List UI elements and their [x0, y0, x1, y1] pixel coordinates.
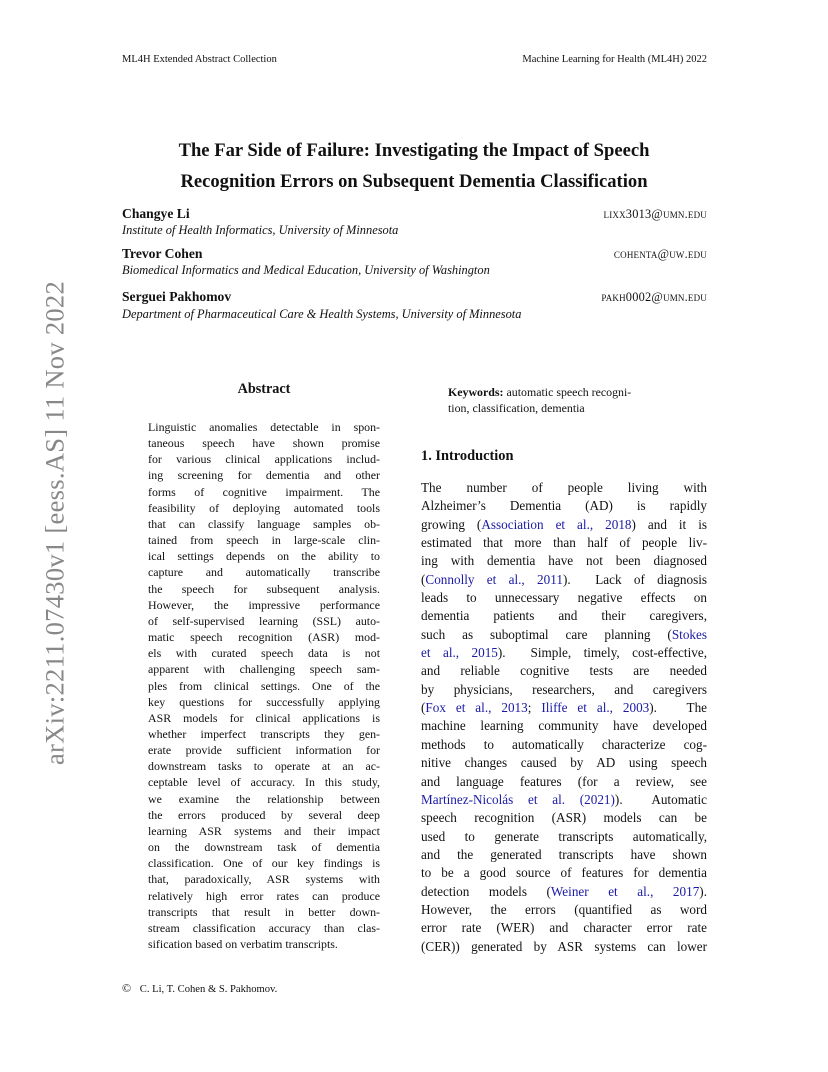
author-email-1[interactable]: lixx3013@umn.edu: [603, 207, 707, 221]
intro-text: by physicians, researchers, and caregivers: [421, 681, 707, 697]
abstract-heading: Abstract: [237, 381, 291, 397]
intro-text: (CER)) generated by ASR systems can lower: [421, 938, 707, 954]
copyright-footer: [122, 981, 277, 996]
abstract-line: ples from clinical settings. One of the: [148, 678, 380, 693]
introduction-line: [421, 717, 707, 735]
author-affiliation-3: Department of Pharmaceutical Care & Health Systems, University of Minnesota: [122, 307, 522, 321]
intro-text: used to generate transcripts automatically,: [421, 828, 707, 844]
introduction-body: [421, 479, 707, 956]
author-affiliation-2: Biomedical Informatics and Medical Education, University of Washington: [122, 263, 490, 277]
intro-text: ).: [699, 883, 707, 899]
intro-text: detection models (: [421, 883, 551, 899]
introduction-line: [421, 662, 707, 680]
introduction-heading: 1. Introduction: [421, 448, 514, 464]
author-email-3[interactable]: pakh0002@umn.edu: [601, 290, 707, 304]
introduction-line: [421, 534, 707, 552]
intro-text: ing with dementia have not been diagnosed: [421, 553, 707, 569]
introduction-line: [421, 809, 707, 827]
intro-text: to be a good source of features for dementia: [421, 865, 707, 881]
citation-link[interactable]: Connolly et al., 2011: [425, 571, 563, 587]
intro-text: However, the errors (quantified as word: [421, 901, 707, 917]
abstract-line: downstream tasks to operate at an ac-: [148, 759, 380, 774]
abstract-line: stream classification accuracy than clas-: [148, 920, 380, 935]
abstract-line: However, the impressive performance: [148, 597, 380, 612]
citation-link[interactable]: Fox et al., 2013: [425, 700, 528, 716]
abstract-line: sification based on verbatim transcripts.: [148, 937, 338, 951]
copyright-text: C. Li, T. Cohen & S. Pakhomov.: [139, 984, 278, 995]
arxiv-identifier-stamp: arXiv:2211.07430v1 [eess.AS] 11 Nov 2022: [39, 280, 70, 766]
abstract-line: els with curated speech data is not: [148, 646, 380, 661]
introduction-line: [421, 497, 707, 515]
intro-text: and the generated transcripts have shown: [421, 846, 707, 862]
keywords-block: [448, 384, 680, 416]
introduction-line: [421, 589, 707, 607]
abstract-line: apparent with challenging speech sam-: [148, 662, 380, 677]
abstract-line: feasibility of deploying automated tools: [148, 500, 380, 515]
intro-text: dementia patients and their caregivers,: [421, 608, 707, 624]
abstract-line: Linguistic anomalies detectable in spon-: [148, 420, 380, 434]
abstract-line: capture and automatically transcribe: [148, 565, 380, 580]
introduction-line: [421, 516, 707, 534]
intro-text: estimated that more than half of people liv-: [421, 535, 707, 551]
citation-link[interactable]: Iliffe et al., 2003: [541, 700, 650, 716]
keywords-line-2: tion, classification, dementia: [448, 401, 585, 416]
abstract-line: ASR models for clinical applications is: [148, 710, 380, 725]
author-email-2[interactable]: cohenta@uw.edu: [613, 247, 707, 261]
intro-text: ). Simple, timely, cost-effective,: [497, 645, 707, 661]
intro-text: ). The: [649, 700, 708, 716]
introduction-line: [421, 626, 707, 644]
introduction-line: [421, 938, 707, 956]
running-header-left: ML4H Extended Abstract Collection: [122, 54, 277, 65]
intro-text: ;: [527, 700, 542, 716]
abstract-line: on the downstream task of dementia: [148, 840, 380, 855]
abstract-line: whether imperfect transcripts they gen-: [148, 726, 380, 741]
keywords-line-1: automatic speech recogni-: [506, 385, 632, 399]
intro-text: error rate (WER) and character error rate: [421, 920, 707, 936]
intro-text: methods to automatically characterize cog-: [421, 736, 707, 752]
keywords-label: Keywords:: [448, 385, 504, 399]
intro-text: The number of people living with: [421, 480, 707, 495]
title-line-1: The Far Side of Failure: Investigating the Impact of Speech: [178, 140, 650, 161]
intro-text: (: [421, 571, 426, 587]
introduction-line: [421, 791, 707, 809]
abstract-line: erate provide sufficient information for: [148, 743, 380, 758]
abstract-line: taneous speech have shown promise: [148, 436, 380, 451]
intro-text: growing (: [421, 516, 482, 532]
abstract-line: matic speech recognition (ASR) mod-: [148, 630, 380, 645]
introduction-line: [421, 607, 707, 625]
author-name-2: Trevor Cohen: [122, 246, 203, 261]
abstract-line: that can classify language samples ob-: [148, 516, 380, 531]
abstract-line: transcripts that result in better down-: [148, 904, 380, 919]
intro-text: machine learning community have developed: [421, 718, 707, 734]
introduction-line: [421, 773, 707, 791]
intro-text: such as suboptimal care planning (: [421, 626, 672, 642]
citation-link[interactable]: Stokes: [671, 626, 707, 642]
paper-title: [100, 135, 728, 197]
intro-text: leads to unnecessary negative effects on: [421, 590, 707, 606]
introduction-line: [421, 699, 707, 717]
title-line-2: Recognition Errors on Subsequent Dementia Classification: [180, 171, 648, 192]
abstract-line: key questions for successfully applying: [148, 694, 380, 709]
introduction-line: [421, 846, 707, 864]
introduction-line: [421, 479, 707, 497]
abstract-line: we examine the relationship between: [148, 791, 380, 806]
abstract-line: forms of cognitive impairment. The: [148, 484, 380, 499]
abstract-line: the speech for subsequent analysis.: [148, 581, 380, 596]
abstract-line: ceptable level of accuracy. In this study,: [148, 775, 380, 790]
introduction-line: [421, 883, 707, 901]
introduction-line: [421, 736, 707, 754]
introduction-line: [421, 901, 707, 919]
abstract-line: the errors produced by several deep: [148, 807, 380, 822]
intro-text: ). Automatic: [614, 791, 707, 807]
intro-text: (: [421, 700, 426, 716]
intro-text: ). Lack of diagnosis: [562, 571, 708, 587]
author-name-3: Serguei Pakhomov: [122, 289, 232, 304]
citation-link[interactable]: Weiner et al., 2017: [550, 883, 700, 899]
abstract-line: ing screening for dementia and other: [148, 468, 380, 483]
abstract-line: of self-supervised learning (SSL) auto-: [148, 613, 380, 628]
abstract-line: learning ASR systems and their impact: [148, 823, 380, 838]
introduction-line: [421, 571, 707, 589]
introduction-line: [421, 681, 707, 699]
author-name-1: Changye Li: [122, 206, 190, 221]
abstract-line: ical settings depends on the ability to: [148, 549, 380, 564]
introduction-line: [421, 644, 707, 662]
copyright-symbol: ©: [122, 981, 132, 995]
abstract-line: that, paradoxically, ASR systems with: [148, 872, 380, 887]
author-affiliation-1: Institute of Health Informatics, University of Minnesota: [122, 223, 399, 237]
citation-link[interactable]: Association et al., 2018: [481, 516, 632, 532]
intro-text: and reliable cognitive tests are needed: [421, 663, 707, 679]
abstract-line: tained from speech in large-scale clin-: [148, 533, 380, 548]
introduction-line: [421, 864, 707, 882]
introduction-line: [421, 828, 707, 846]
intro-text: and language features (for a review, see: [421, 773, 707, 789]
citation-link[interactable]: et al., 2015: [421, 645, 498, 661]
intro-text: speech recognition (ASR) models can be: [421, 810, 707, 826]
abstract-line: for various clinical applications includ-: [148, 452, 380, 467]
intro-text: nitive changes caused by AD using speech: [421, 755, 707, 771]
intro-text: Alzheimer’s Dementia (AD) is rapidly: [421, 498, 707, 514]
citation-link[interactable]: Martínez-Nicolás et al. (2021): [421, 791, 615, 807]
abstract-body: [148, 419, 380, 952]
abstract-line: relatively high error rates can produce: [148, 888, 380, 903]
introduction-line: [421, 552, 707, 570]
intro-text: ) and it is: [631, 516, 707, 532]
running-header-right: Machine Learning for Health (ML4H) 2022: [522, 54, 707, 65]
abstract-line: classification. One of our key findings is: [148, 856, 380, 871]
introduction-line: [421, 754, 707, 772]
introduction-line: [421, 919, 707, 937]
